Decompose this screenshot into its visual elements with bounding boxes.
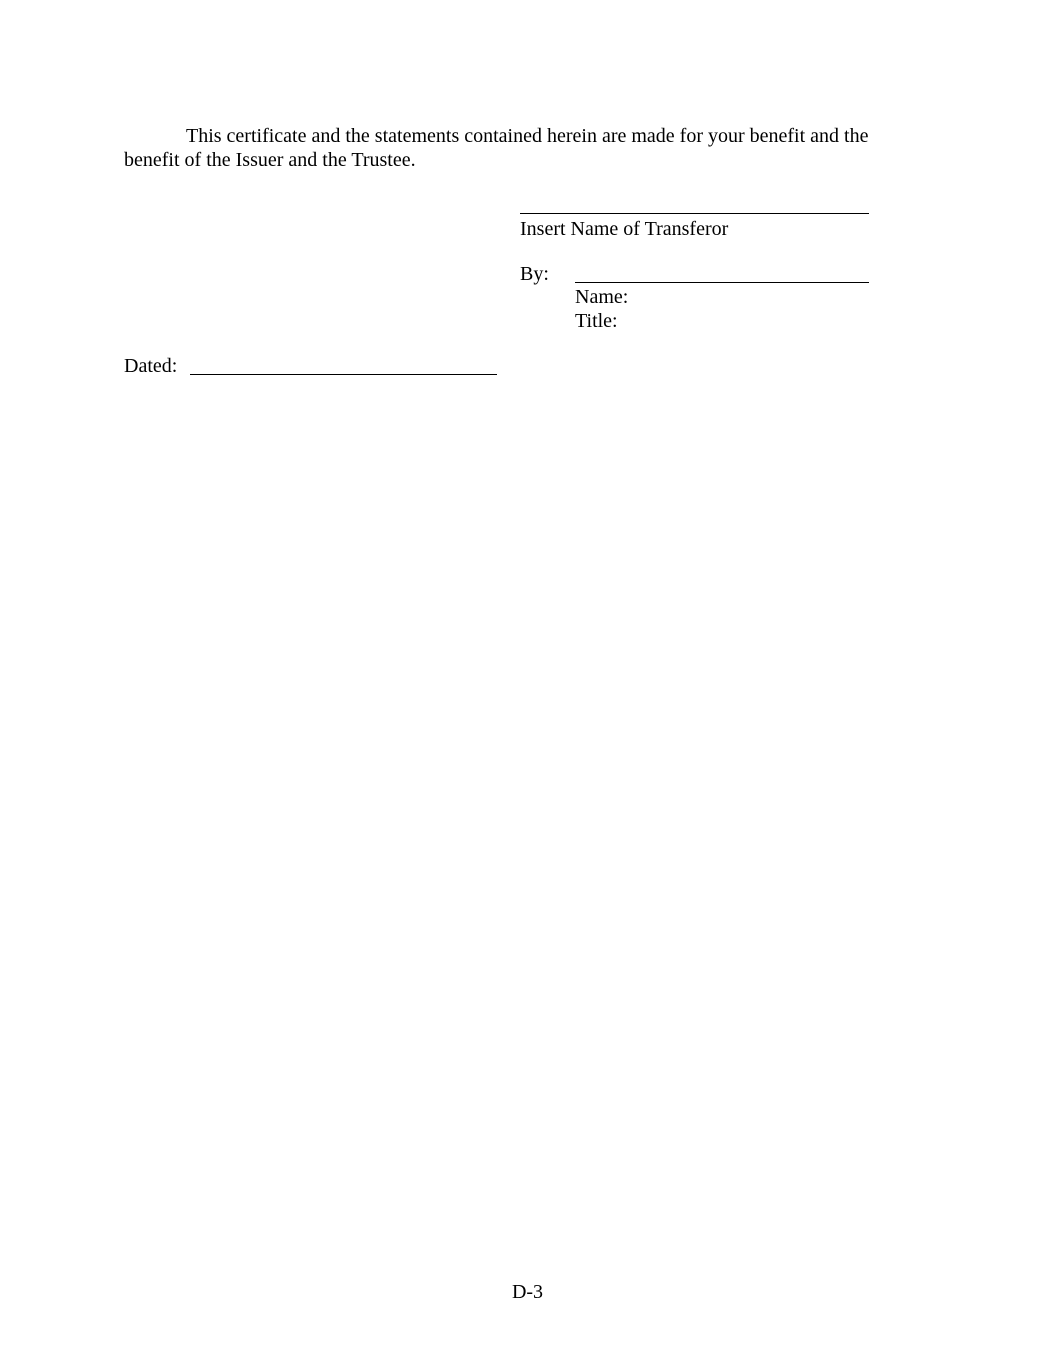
transferor-caption: Insert Name of Transferor — [520, 218, 729, 240]
dated-label: Dated: — [124, 355, 178, 377]
page-number: D-3 — [511, 1281, 544, 1303]
dated-line — [190, 374, 497, 375]
certificate-paragraph: This certificate and the statements contained herein are made for your benefit and the benefit of the Issuer and the Trustee. — [124, 125, 869, 171]
name-label: Name: — [575, 286, 629, 308]
by-label: By: — [520, 263, 549, 285]
by-signature-line — [575, 282, 869, 283]
transferor-name-line — [520, 213, 869, 214]
title-label: Title: — [575, 310, 618, 332]
